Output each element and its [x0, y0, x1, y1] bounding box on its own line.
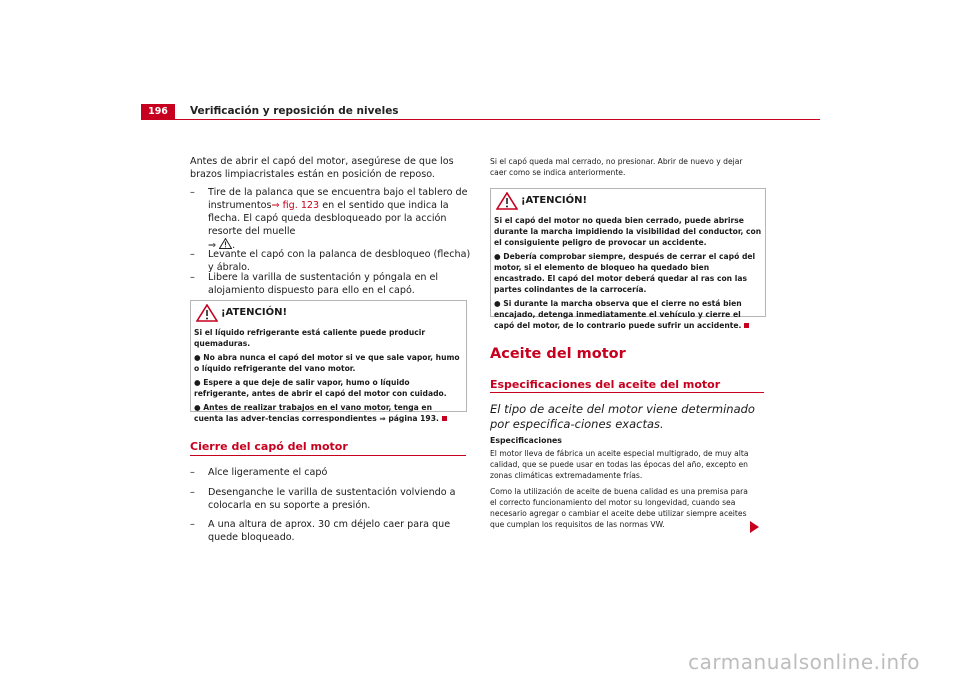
right-intro: Si el capó queda mal cerrado, no presionar. Abrir de nuevo y dejar caer como se indica anteriormente.	[490, 157, 743, 177]
step-text: Libere la varilla de sustentación y póngala en el alojamiento dispuesto para ello en el capó.	[208, 272, 439, 296]
list-item	[190, 486, 473, 512]
chapter-title: Aceite del motor	[490, 346, 626, 362]
end-marker-icon	[744, 323, 749, 328]
step-list	[190, 186, 475, 296]
heading-rule	[190, 455, 466, 456]
warning-box	[490, 188, 766, 330]
warning-triangle-icon	[196, 304, 218, 322]
section-heading: Especificaciones del aceite del motor	[490, 378, 721, 391]
bullet-icon: ●	[194, 378, 201, 387]
step-text: en el sentido que indica la flecha. El capó queda desbloqueado por la acción resorte del muelle	[208, 200, 449, 237]
warning-bullet: ● Debería comprobar siempre, después de cerrar el capó del motor, si el elemento de bloqueo ha quedado bien encastrado. El capó del motor deberá quedar al ras con las partes colindantes de la carrocería.	[494, 252, 756, 294]
lead-text: El tipo de aceite del motor viene determinado por especifica-ciones exactas.	[490, 402, 755, 431]
list-item	[190, 518, 473, 544]
warning-bullet: ● No abra nunca el capó del motor si ve que sale vapor, humo o líquido refrigerante del vano motor.	[194, 353, 460, 373]
dash: –	[190, 467, 195, 478]
step-text: Alce ligeramente el capó	[208, 467, 328, 478]
step-text: Levante el capó con la palanca de desbloqueo (flecha) y ábralo.	[208, 249, 471, 273]
warning-bullet: ● Espere a que deje de salir vapor, humo o líquido refrigerante, antes de abrir el capó del motor con cuidado.	[194, 378, 447, 398]
spec-heading: Especificaciones	[490, 436, 562, 445]
end-marker-icon	[442, 416, 447, 421]
dash: –	[190, 187, 195, 198]
dash: –	[190, 272, 195, 283]
spec-paragraph: El motor lleva de fábrica un aceite especial multigrado, de muy alta calidad, que se puede usar en todas las épocas del año, excepto en zonas climáticas extremadamente frías.	[490, 449, 749, 480]
bullet-icon: ●	[194, 353, 201, 362]
continue-arrow-icon	[750, 521, 759, 533]
list-item	[190, 466, 473, 479]
warning-box	[190, 300, 467, 423]
section-heading: Cierre del capó del motor	[190, 440, 348, 453]
bullet-icon: ●	[494, 299, 501, 308]
warning-body	[494, 215, 762, 331]
warning-header	[491, 189, 765, 213]
warning-bullet: ● Antes de realizar trabajos en el vano motor, tenga en cuenta las adver-tencias correspondientes ⇒ página 193.	[194, 402, 463, 424]
dash: –	[190, 249, 195, 260]
running-header: Verificación y reposición de niveles	[190, 105, 399, 117]
bullet-icon: ●	[194, 403, 201, 412]
warning-header	[191, 301, 466, 325]
close-list	[190, 466, 475, 546]
warning-lead: Si el líquido refrigerante está caliente puede producir quemaduras.	[194, 328, 426, 348]
intro-paragraph: Antes de abrir el capó del motor, asegúrese de que los brazos limpiacristales están en posición de reposo.	[190, 156, 454, 180]
list-item: – Tire de la palanca que se encuentra bajo el tablero de instrumentos⇒ fig. 123 en el sentido que indica la flecha. El capó queda desbloqueado por la acción resorte del muelle ⇒ .	[190, 187, 468, 251]
warning-body	[194, 327, 463, 424]
warning-title: ¡ATENCIÓN!	[221, 307, 288, 318]
dash: –	[190, 487, 195, 498]
header-rule	[141, 119, 820, 120]
page-number: 196	[141, 104, 175, 119]
watermark: carmanualsonline.info	[688, 650, 920, 674]
dash: –	[190, 519, 195, 530]
spec-paragraph: Como la utilización de aceite de buena calidad es una premisa para el correcto funcionamiento del motor su longevidad, cuando sea necesario agregar o cambiar el aceite debe utilizar siempre aceites que cumplan los requisitos de las normas VW.	[490, 487, 748, 529]
warning-lead: Si el capó del motor no queda bien cerrado, puede abrirse durante la marcha impidiendo la visibilidad del conductor, con el consiguiente peligro de provocar un accidente.	[494, 216, 762, 247]
warning-title: ¡ATENCIÓN!	[521, 195, 588, 206]
bullet-icon: ●	[494, 252, 501, 261]
warning-bullet: ● Si durante la marcha observa que el cierre no está bien encajado, detenga inmediatamente el vehículo y cierre el capó del motor, de lo contrario puede sufrir un accidente.	[494, 298, 762, 331]
list-item	[190, 271, 473, 297]
heading-rule	[490, 392, 764, 393]
warning-triangle-icon	[496, 192, 518, 210]
figure-link[interactable]: ⇒ fig. 123	[271, 200, 320, 211]
step-text: A una altura de aprox. 30 cm déjelo caer para que quede bloqueado.	[208, 519, 451, 543]
step-text: Desenganche le varilla de sustentación volviendo a colocarla en su soporte a presión.	[208, 487, 456, 511]
arrow-reference: ⇒	[208, 240, 217, 251]
step-text: Tire de la palanca que se encuentra bajo el tablero de instrumentos	[208, 187, 468, 211]
